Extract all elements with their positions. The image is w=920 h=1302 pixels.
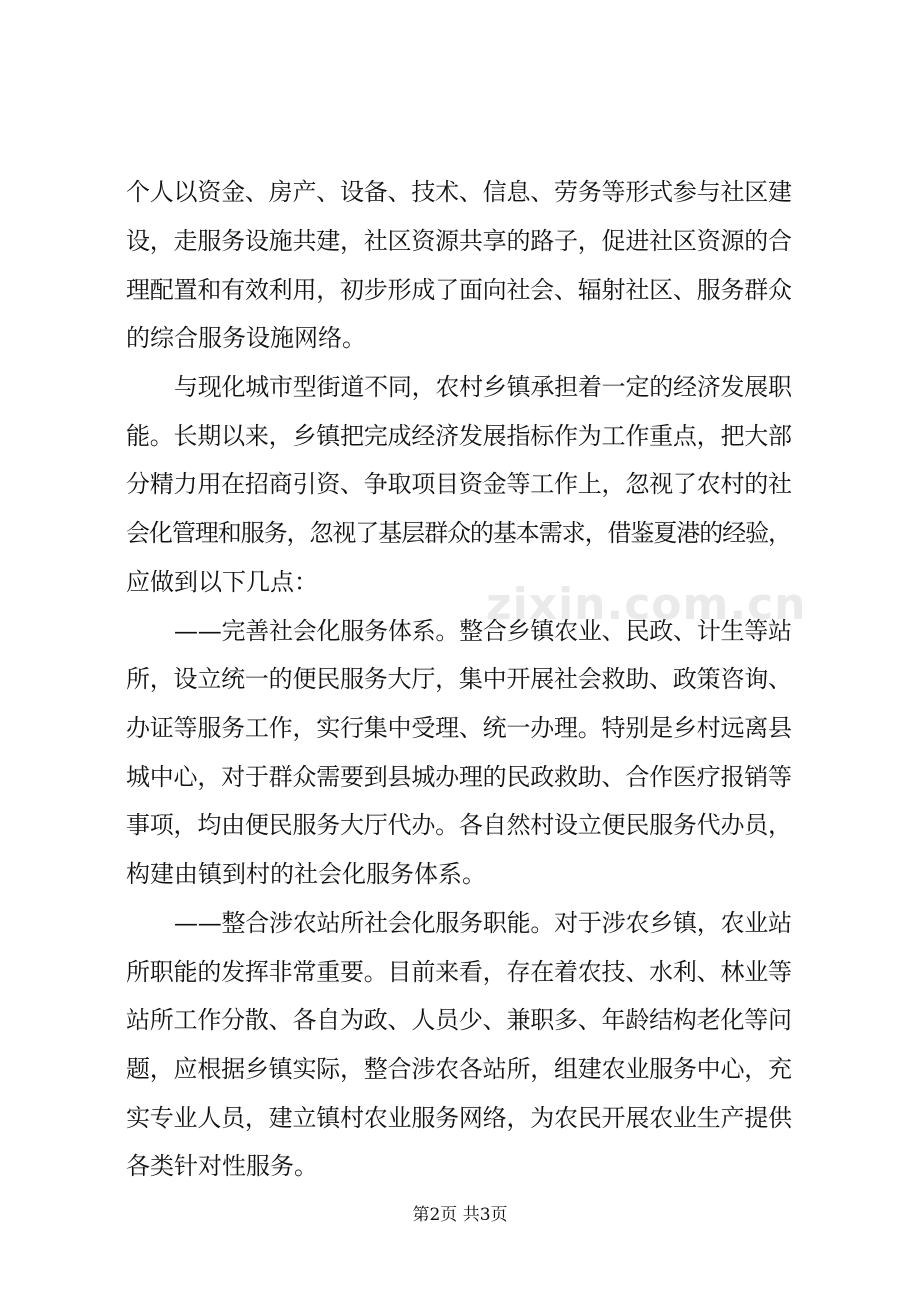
line-text: ——完善社会化服务体系。整合乡镇农业、民政、计生等站 [174, 617, 792, 645]
watermark: zixin.com.cn [486, 579, 807, 630]
line-text: 办证等服务工作，实行集中受理、统一办理。特别是乡村远离县 [126, 714, 792, 742]
text-line [0, 708, 920, 748]
line-text: 所职能的发挥非常重要。目前来看，存在着农技、水利、林业等 [126, 958, 792, 986]
line-text: 应做到以下几点： [126, 568, 318, 596]
text-line [0, 1049, 920, 1089]
line-text: 与现化城市型街道不同，农村乡镇承担着一定的经济发展职 [174, 373, 792, 401]
text-line [0, 221, 920, 261]
line-text: 题，应根据乡镇实际，整合涉农各站所，组建农业服务中心，充 [126, 1055, 792, 1083]
text-line [0, 805, 920, 845]
line-text: 各类针对性服务。 [126, 1152, 318, 1180]
text-line [0, 367, 920, 407]
line-text: ——整合涉农站所社会化服务职能。对于涉农乡镇，农业站 [174, 909, 792, 937]
line-text: 构建由镇到村的社会化服务体系。 [126, 860, 486, 888]
text-line [0, 854, 920, 894]
text-line [0, 903, 920, 943]
text-line [0, 416, 920, 456]
line-text: 所，设立统一的便民服务大厅，集中开展社会救助、政策咨询、 [126, 665, 792, 693]
text-line [0, 611, 920, 651]
text-line [0, 1098, 920, 1138]
line-text: 个人以资金、房产、设备、技术、信息、劳务等形式参与社区建 [126, 178, 792, 206]
text-line [0, 1146, 920, 1186]
text-line [0, 464, 920, 504]
line-text: 站所工作分散、各自为政、人员少、兼职多、年龄结构老化等问 [126, 1006, 792, 1034]
line-text: 的综合服务设施网络。 [126, 324, 366, 352]
text-line [0, 270, 920, 310]
line-text: 事项，均由便民服务大厅代办。各自然村设立便民服务代办员， [126, 811, 792, 839]
line-text: 城中心，对于群众需要到县城办理的民政救助、合作医疗报销等 [126, 763, 792, 791]
line-text: 设，走服务设施共建，社区资源共享的路子，促进社区资源的合 [126, 227, 792, 255]
text-line [0, 513, 920, 553]
text-line [0, 952, 920, 992]
text-line [0, 1000, 920, 1040]
text-line [0, 318, 920, 358]
line-text: 能。长期以来，乡镇把完成经济发展指标作为工作重点，把大部 [126, 422, 792, 450]
page-footer: 第2页 共3页 [412, 1205, 508, 1225]
text-line [0, 757, 920, 797]
line-text: 理配置和有效利用，初步形成了面向社会、辐射社区、服务群众 [126, 276, 792, 304]
line-text: 实专业人员，建立镇村农业服务网络，为农民开展农业生产提供 [126, 1104, 792, 1132]
line-text: 分精力用在招商引资、争取项目资金等工作上，忽视了农村的社 [126, 470, 792, 498]
text-line [0, 659, 920, 699]
text-line [0, 562, 920, 602]
text-line [0, 172, 920, 212]
line-text: 会化管理和服务，忽视了基层群众的基本需求，借鉴夏港的经验， [126, 519, 791, 547]
